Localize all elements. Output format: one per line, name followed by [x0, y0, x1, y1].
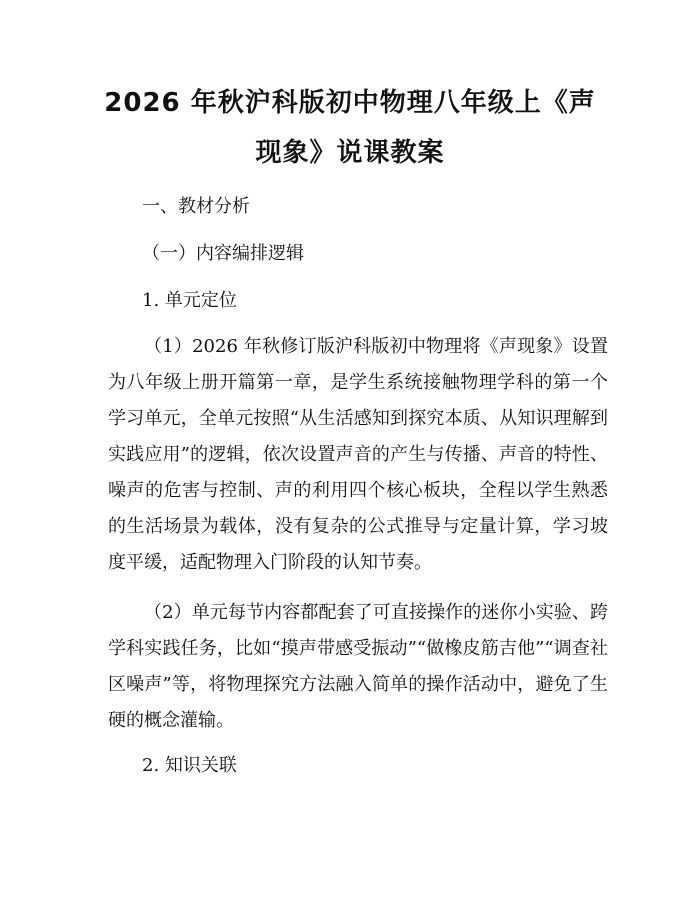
subsection-heading-content-logic: （一）内容编排逻辑 [142, 243, 304, 264]
item-heading-unit-positioning: 1. 单元定位 [142, 290, 237, 311]
paragraph-unit-positioning-1: （1）2026 年秋修订版沪科版初中物理将《声现象》设置为八年级上册开篇第一章，是学生系统接触物理学科的第一个学习单元，全单元按照“从生活感知到探究本质、从知识理解到实践应用”的逻辑，依次设置声音的产生与传播、声音的特性、噪声的危害与控制、声的利用四个核心板块，全程以学生熟悉的生活场景为载体，没有复杂的公式推导与定量计算，学习坡度平缓，适配物理入门阶段的认知节奏。 [108, 336, 608, 573]
item-heading-knowledge-connection: 2. 知识关联 [142, 755, 237, 776]
section-heading-textbook-analysis: 一、教材分析 [142, 196, 250, 217]
document-title: 2026 年秋沪科版初中物理八年级上《声现象》说课教案 [104, 88, 596, 168]
paragraph-unit-positioning-2: （2）单元每节内容都配套了可直接操作的迷你小实验、跨学科实践任务，比如“摸声带感受振动”“做橡皮筋吉他”“调查社区噪声”等，将物理探究方法融入简单的操作活动中，避免了生硬的概念灌输。 [108, 602, 608, 731]
